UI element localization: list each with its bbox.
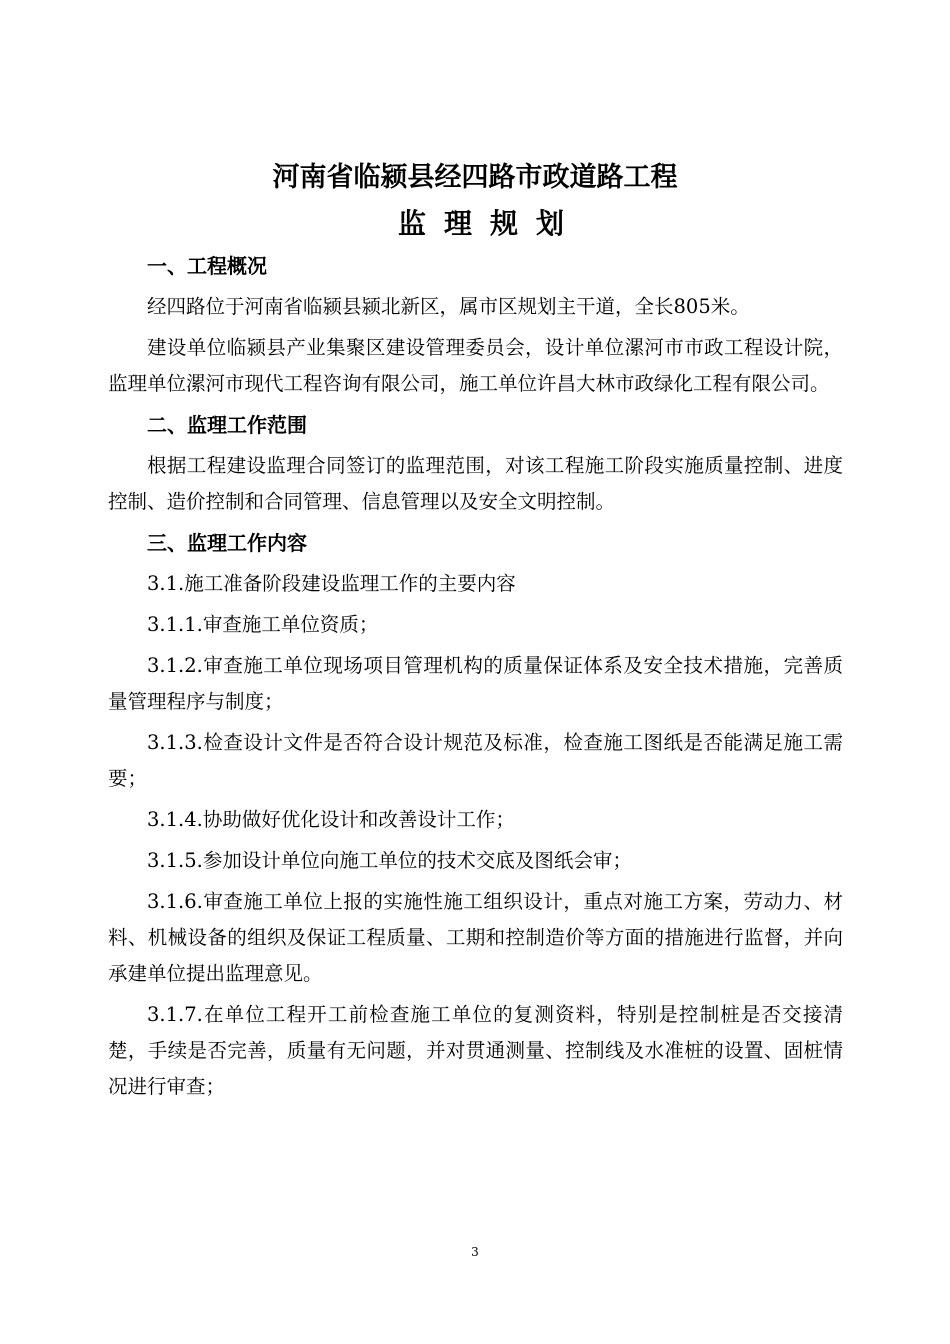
paragraph: 经四路位于河南省临颍县颍北新区，属市区规划主干道，全长805米。	[147, 295, 750, 318]
paragraph: 3.1.4.协助做好优化设计和改善设计工作；	[147, 808, 515, 831]
paragraph: 3.1.施工准备阶段建设监理工作的主要内容	[147, 572, 516, 595]
paragraph: 3.1.5.参加设计单位向施工单位的技术交底及图纸会审；	[147, 849, 632, 872]
paragraph: 3.1.1.审查施工单位资质；	[147, 613, 379, 636]
document-title: 河南省临颍县经四路市政道路工程	[272, 162, 678, 193]
page-number: 3	[471, 1245, 479, 1259]
paragraph: 建设单位临颍县产业集聚区建设管理委员会，设计单位漯河市市政工程设计院，监理单位漯河市现代工程咨询有限公司，施工单位许昌大林市政绿化工程有限公司。	[108, 336, 843, 395]
section-heading: 二、监理工作范围	[147, 413, 307, 437]
document-body	[108, 248, 843, 1110]
paragraph: 3.1.7.在单位工程开工前检查施工单位的复测资料，特别是控制桩是否交接清楚，手续是否完善，质量有无问题，并对贯通测量、控制线及水准桩的设置、固桩情况进行审查；	[108, 1003, 843, 1098]
paragraph: 3.1.3.检查设计文件是否符合设计规范及标准，检查施工图纸是否能满足施工需要；	[108, 731, 843, 790]
document-subtitle: 监理规划	[397, 207, 582, 240]
section-heading: 一、工程概况	[147, 254, 267, 278]
paragraph: 根据工程建设监理合同签订的监理范围，对该工程施工阶段实施质量控制、进度控制、造价控制和合同管理、信息管理以及安全文明控制。	[108, 454, 843, 513]
paragraph: 3.1.6.审查施工单位上报的实施性施工组织设计，重点对施工方案，劳动力、材料、机械设备的组织及保证工程质量、工期和控制造价等方面的措施进行监督，并向承建单位提出监理意见。	[108, 890, 843, 985]
section-heading: 三、监理工作内容	[147, 531, 307, 555]
paragraph: 3.1.2.审查施工单位现场项目管理机构的质量保证体系及安全技术措施，完善质量管理程序与制度；	[108, 654, 843, 713]
